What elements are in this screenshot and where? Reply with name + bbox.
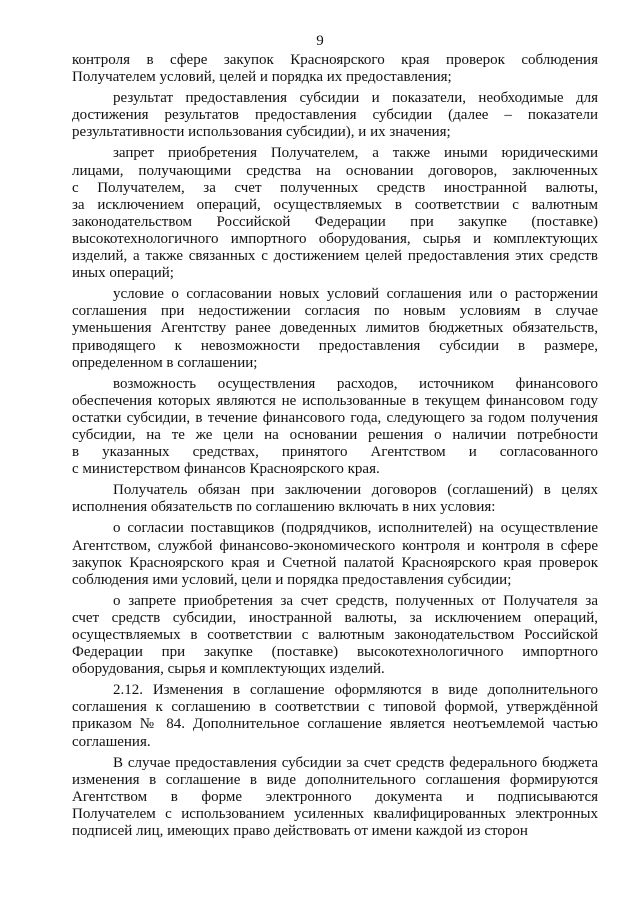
text-line: изделий, а также связанных с достижением целей предоставления этих средств [72, 248, 598, 265]
text-line: достижения результатов предоставления субсидии (далее – показатели [72, 107, 598, 124]
text-line: определенном в соглашении; [72, 354, 258, 371]
text-line: Получателем условий, целей и порядка их предоставления; [72, 69, 452, 86]
document-body [72, 52, 598, 844]
paragraph [72, 482, 598, 516]
text-line: с Получателем, за счет полученных средств иностранной валюты, [72, 179, 598, 196]
text-line: в указанных средствах, принятого Агентством и согласованного [72, 444, 598, 461]
paragraph [72, 755, 598, 840]
text-line: Агентством в форме электронного документа и подписываются [72, 788, 598, 805]
text-line: закупок Красноярского края и Счетной палатой Красноярского края проверок [72, 554, 598, 571]
paragraph [72, 286, 598, 371]
text-line: результат предоставления субсидии и показатели, необходимые для [113, 90, 598, 107]
text-line: Агентством, службой финансово-экономического контроля и контроля в сфере [72, 537, 598, 554]
text-line: счет средств субсидии, иностранной валюты, за исключением операций, [72, 609, 598, 626]
text-line: Получатель обязан при заключении договоров (соглашений) в целях [113, 482, 598, 499]
text-line: соглашения при недостижении согласия по новым условиям в случае [72, 303, 598, 320]
text-line: условие о согласовании новых условий соглашения или о расторжении [113, 286, 598, 303]
text-line: контроля в сфере закупок Красноярского края проверок соблюдения [72, 52, 598, 68]
text-line: субсидии, на те же цели на основании решения о наличии потребности [72, 426, 598, 443]
text-line: о согласии поставщиков (подрядчиков, исполнителей) на осуществление [113, 520, 598, 537]
page-number: 9 [316, 33, 324, 49]
text-line: соблюдения ими условий, цели и порядка предоставления субсидии; [72, 571, 512, 588]
paragraph [72, 520, 598, 588]
text-line: приводящего к невозможности предоставления субсидии в размере, [72, 337, 598, 354]
text-line: изменения в соглашение в виде дополнительного соглашения формируются [72, 771, 598, 788]
paragraph [72, 593, 598, 678]
paragraph [72, 376, 598, 479]
text-line: результативности использования субсидии), и их значения; [72, 124, 451, 141]
text-line: соглашения. [72, 733, 151, 750]
text-line: обеспечения которых являются не использованные в текущем финансовом году [72, 392, 598, 409]
text-line: исполнения обязательств по соглашению включать в них условия: [72, 499, 496, 516]
paragraph [72, 682, 598, 750]
text-line: остатки субсидии, в течение финансового года, следующего за годом получения [72, 409, 598, 426]
text-line: с министерством финансов Красноярского края. [72, 461, 380, 478]
text-line: возможность осуществления расходов, источником финансового [113, 375, 598, 392]
text-line: В случае предоставления субсидии за счет средств федерального бюджета [113, 754, 598, 771]
text-line: о запрете приобретения за счет средств, полученных от Получателя за [113, 592, 598, 609]
text-line: подписей лиц, имеющих право действовать от имени каждой из сторон [72, 823, 528, 840]
text-line: высокотехнологичного импортного оборудования, сырья и комплектующих [72, 230, 598, 247]
text-line: лицами, получающими средства на основании договоров, заключенных [72, 162, 598, 179]
paragraph [72, 90, 598, 141]
text-line: оборудования, сырья и комплектующих изделий. [72, 661, 385, 678]
text-line: Федерации при закупке (поставке) высокотехнологичного импортного [72, 644, 598, 661]
text-line: уменьшения Агентству ранее доведенных лимитов бюджетных обязательств, [72, 320, 598, 337]
text-line: приказом № 84. Дополнительное соглашение является неотъемлемой частью [72, 716, 598, 733]
text-line: соглашения к соглашению в соответствии с типовой формой, утверждённой [72, 699, 598, 716]
paragraph [72, 145, 598, 282]
text-line: осуществляемых в соответствии с валютным законодательством Российской [72, 627, 598, 643]
text-line: иных операций; [72, 265, 174, 282]
text-line: законодательством Российской Федерации при закупке (поставке) [72, 213, 598, 230]
text-line: Получателем с использованием усиленных квалифицированных электронных [72, 805, 598, 822]
paragraph [72, 52, 598, 86]
text-line: за исключением операций, осуществляемых в соответствии с валютным [72, 196, 598, 213]
text-line: 2.12. Изменения в соглашение оформляются в виде дополнительного [113, 682, 598, 699]
text-line: запрет приобретения Получателем, а также иными юридическими [113, 145, 598, 162]
